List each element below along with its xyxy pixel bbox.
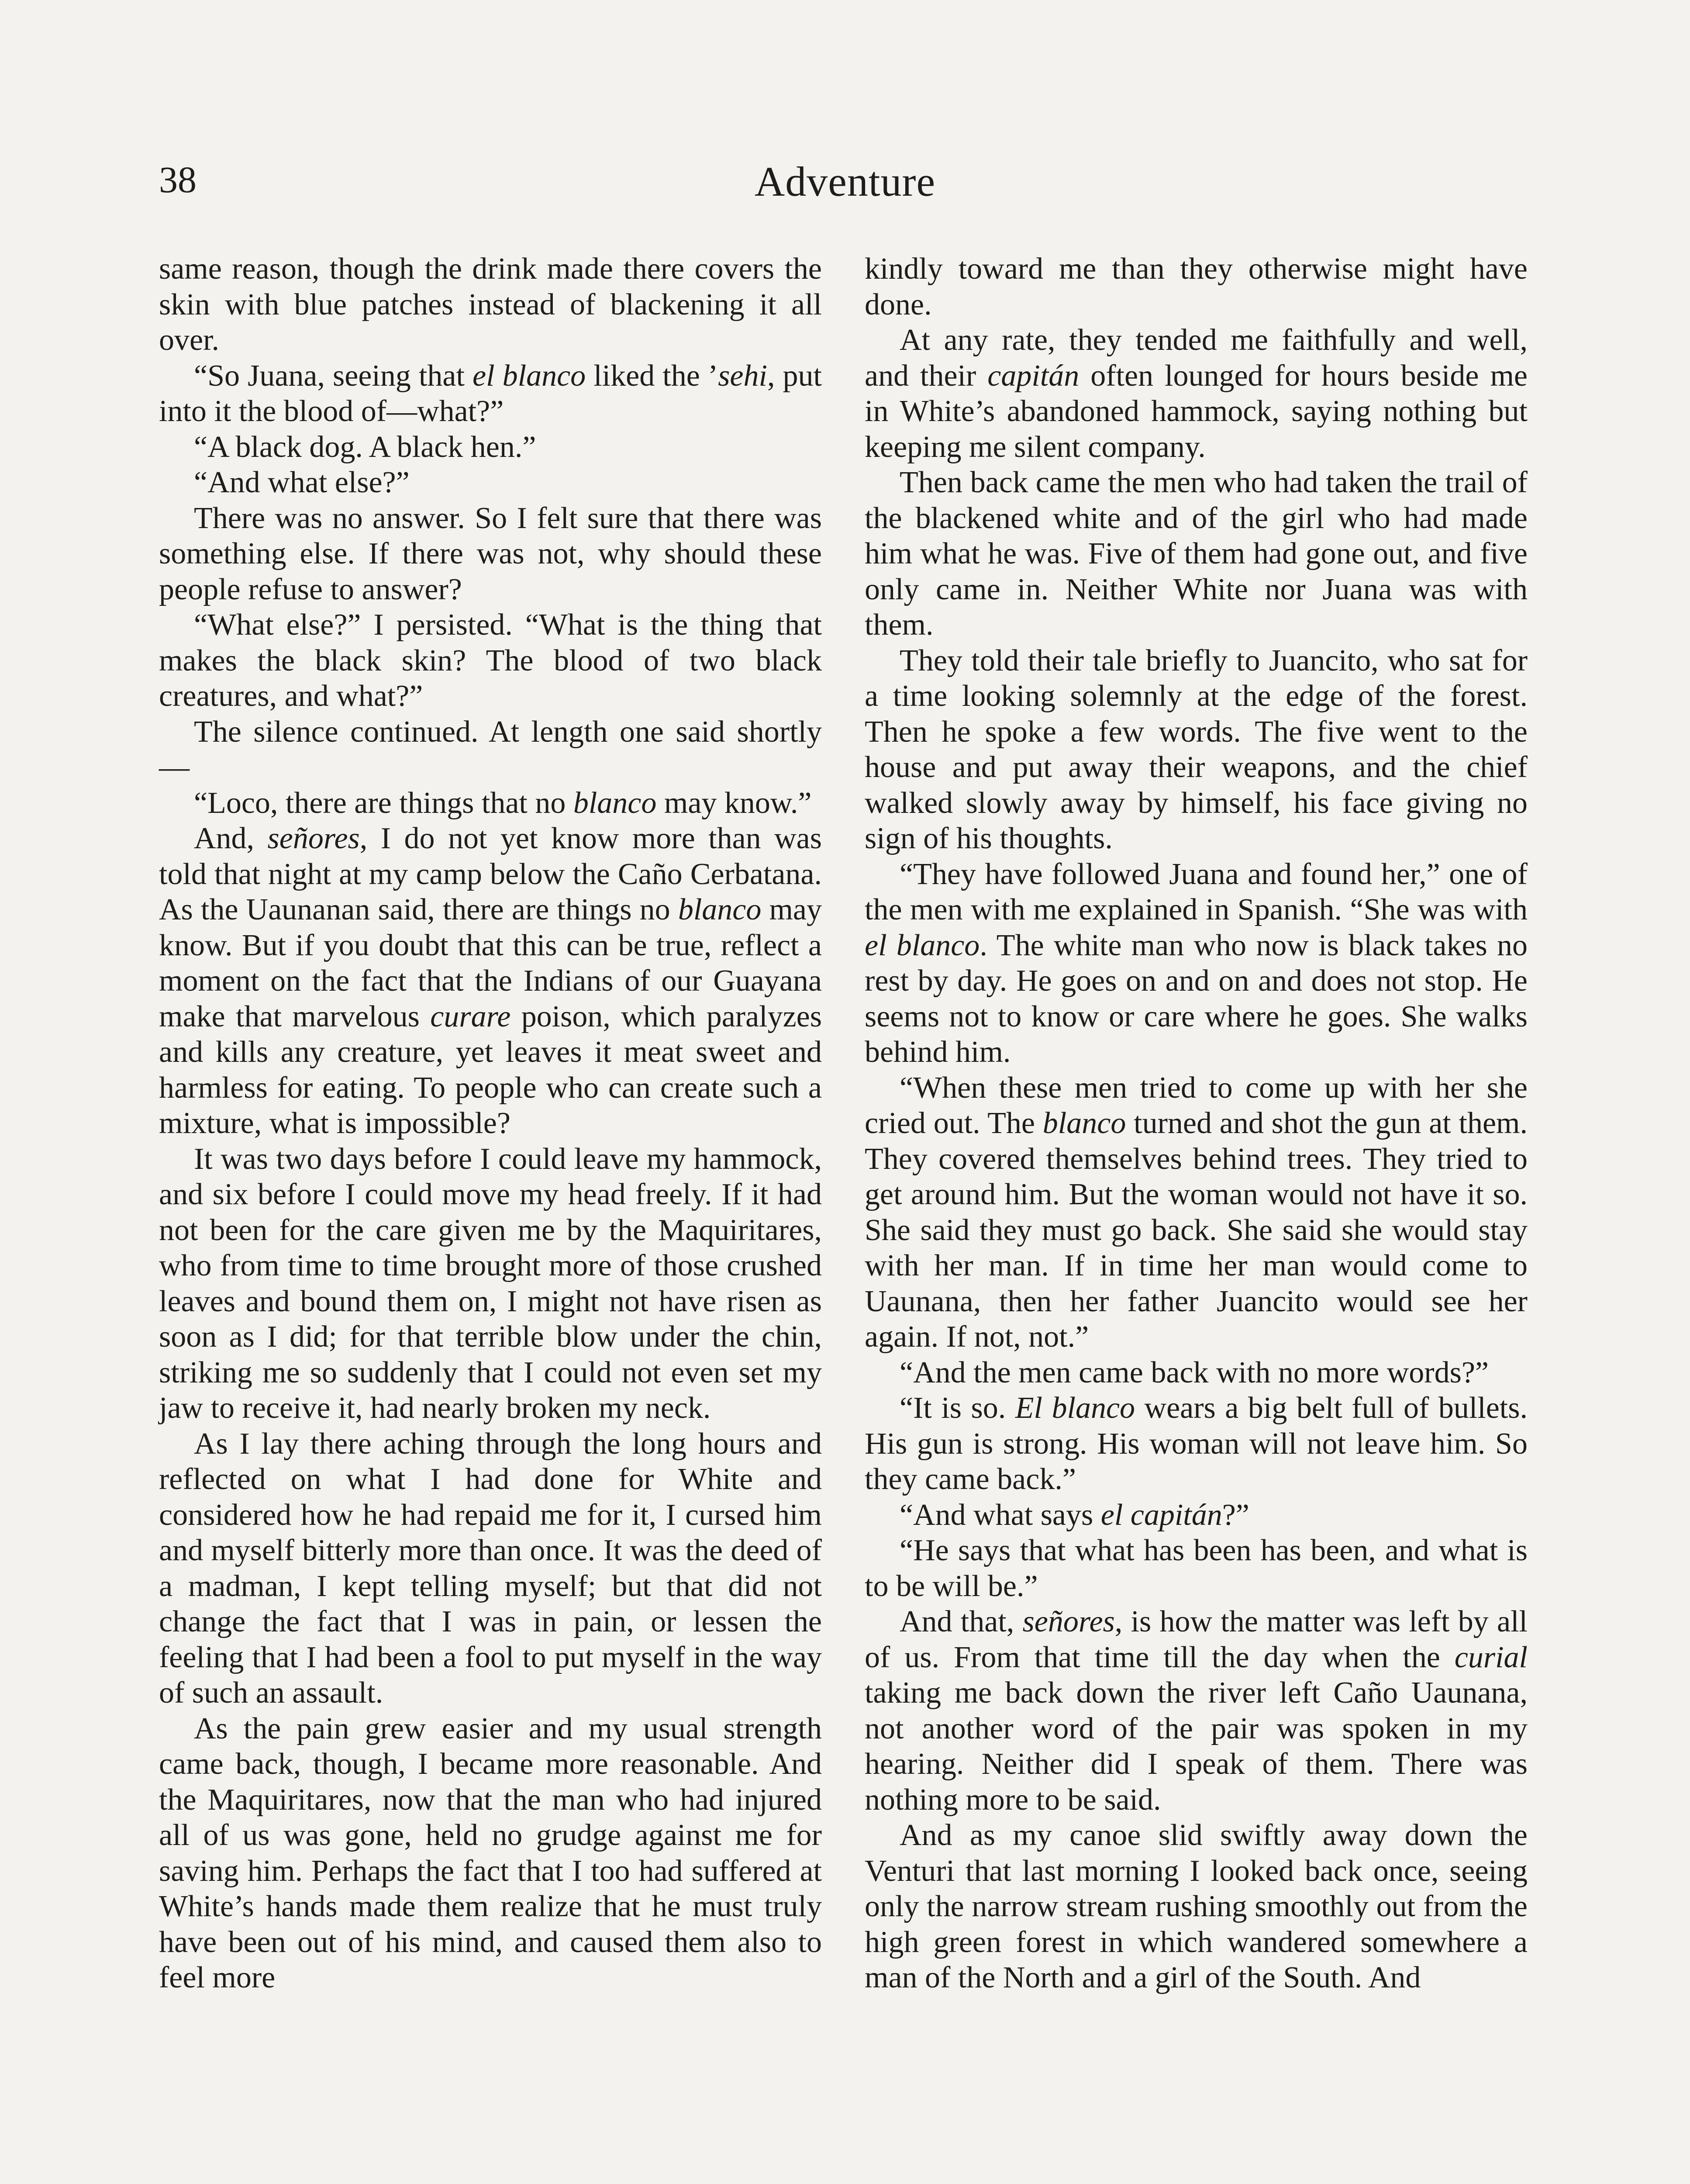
paragraph: “And what else?” — [194, 466, 410, 499]
paragraph: As I lay there aching through the long hours and reflected on what I had done for White and considered how he had repaid me for it, I cursed him and myself bitterly more than once. It was the deed of a madman, I kept telling myself; but that did not change the fact that I was in pain, or lessen the feeling that I had been a fool to put myself in the way of such an assault. — [159, 1427, 822, 1710]
paragraph: They told their tale briefly to Juancito, who sat for a time looking solemnly at the edge of the forest. Then he spoke a few words. The five went to the house and put away their weapons, and the chief walked slowly away by himself, his face giving no sign of his thoughts. — [865, 643, 1528, 855]
paragraph: It was two days before I could leave my hammock, and six before I could move my head freely. If it had not been for the care given me by the Maquiritares, who from time to time brought more of those crushed leaves and bound them on, I might not have risen as soon as I did; for that terrible blow under the chin, striking me so suddenly that I could not even set my jaw to receive it, had nearly broken my neck. — [159, 1142, 822, 1425]
paragraph: “He says that what has been has been, and what is to be will be.” — [865, 1534, 1528, 1603]
paragraph: And as my canoe slid swiftly away down the Venturi that last morning I looked back once, seeing only the narrow stream rushing smoothly out from the high green forest in which wandered somewhere a man of the North and a girl of the South. And — [865, 1818, 1528, 1994]
paragraph: “And the men came back with no more words?” — [900, 1355, 1489, 1389]
paragraph: “And what says el capitán?” — [900, 1498, 1249, 1532]
left-column — [159, 251, 822, 1996]
paragraph: Then back came the men who had taken the trail of the blackened white and of the girl who had made him what he was. Five of them had gone out, and five only came in. Neither White nor Juana was with them. — [865, 466, 1528, 642]
right-column — [865, 251, 1528, 1996]
page-number: 38 — [159, 159, 197, 200]
paragraph: “Loco, there are things that no blanco may know.” — [194, 786, 812, 820]
paragraph: And that, señores, is how the matter was left by all of us. From that time till the day when the curial taking me back down the river left Caño Uaunana, not another word of the pair was spoken in my hearing. Neither did I speak of them. There was nothing more to be said. — [865, 1605, 1528, 1817]
paragraph: “A black dog. A black hen.” — [194, 430, 536, 464]
paragraph: And, señores, I do not yet know more than was told that night at my camp below the Caño Cerbatana. As the Uaunanan said, there are things no blanco may know. But if you doubt that this can be true, reflect a moment on the fact that the Indians of our Guayana make that marvelous curare poison, which paralyzes and kills any creature, yet leaves it meat sweet and harmless for eating. To people who can create such a mixture, what is impossible? — [159, 822, 822, 1140]
paragraph: “When these men tried to come up with her she cried out. The blanco turned and shot the gun at them. They covered themselves behind trees. They tried to get around him. But the woman would not have it so. She said they must go back. She said she would stay with her man. If in time her man would come to Uaunana, then her father Juancito would see her again. If not, not.” — [865, 1071, 1528, 1354]
paragraph: At any rate, they tended me faithfully and well, and their capitán often lounged for hours beside me in White’s abandoned hammock, saying nothing but keeping me silent company. — [865, 323, 1528, 464]
paragraph: “They have followed Juana and found her,” one of the men with me explained in Spanish. “She was with el blanco. The white man who now is black takes no rest by day. He goes on and on and does not stop. He seems not to know or care where he goes. She walks behind him. — [865, 857, 1528, 1069]
paragraph: same reason, though the drink made there covers the skin with blue patches instead of blackening it all over. — [159, 252, 822, 357]
paragraph: “It is so. El blanco wears a big belt full of bullets. His gun is strong. His woman will not leave him. So they came back.” — [865, 1391, 1528, 1496]
paragraph: The silence continued. At length one said shortly— — [159, 715, 822, 784]
paragraph: There was no answer. So I felt sure that there was something else. If there was not, why should these people refuse to answer? — [159, 501, 822, 606]
paragraph: “What else?” I persisted. “What is the thing that makes the black skin? The blood of two black creatures, and what?” — [159, 608, 822, 713]
paragraph: “So Juana, seeing that el blanco liked the ’sehi, put into it the blood of—what?” — [159, 359, 822, 428]
paragraph: kindly toward me than they otherwise might have done. — [865, 252, 1528, 321]
running-head: Adventure — [754, 158, 936, 205]
paragraph: As the pain grew easier and my usual strength came back, though, I became more reasonable. And the Maquiritares, now that the man who had injured all of us was gone, held no grudge against me for saving him. Perhaps the fact that I too had suffered at White’s hands made them realize that he must truly have been out of his mind, and caused them also to feel more — [159, 1711, 822, 1994]
